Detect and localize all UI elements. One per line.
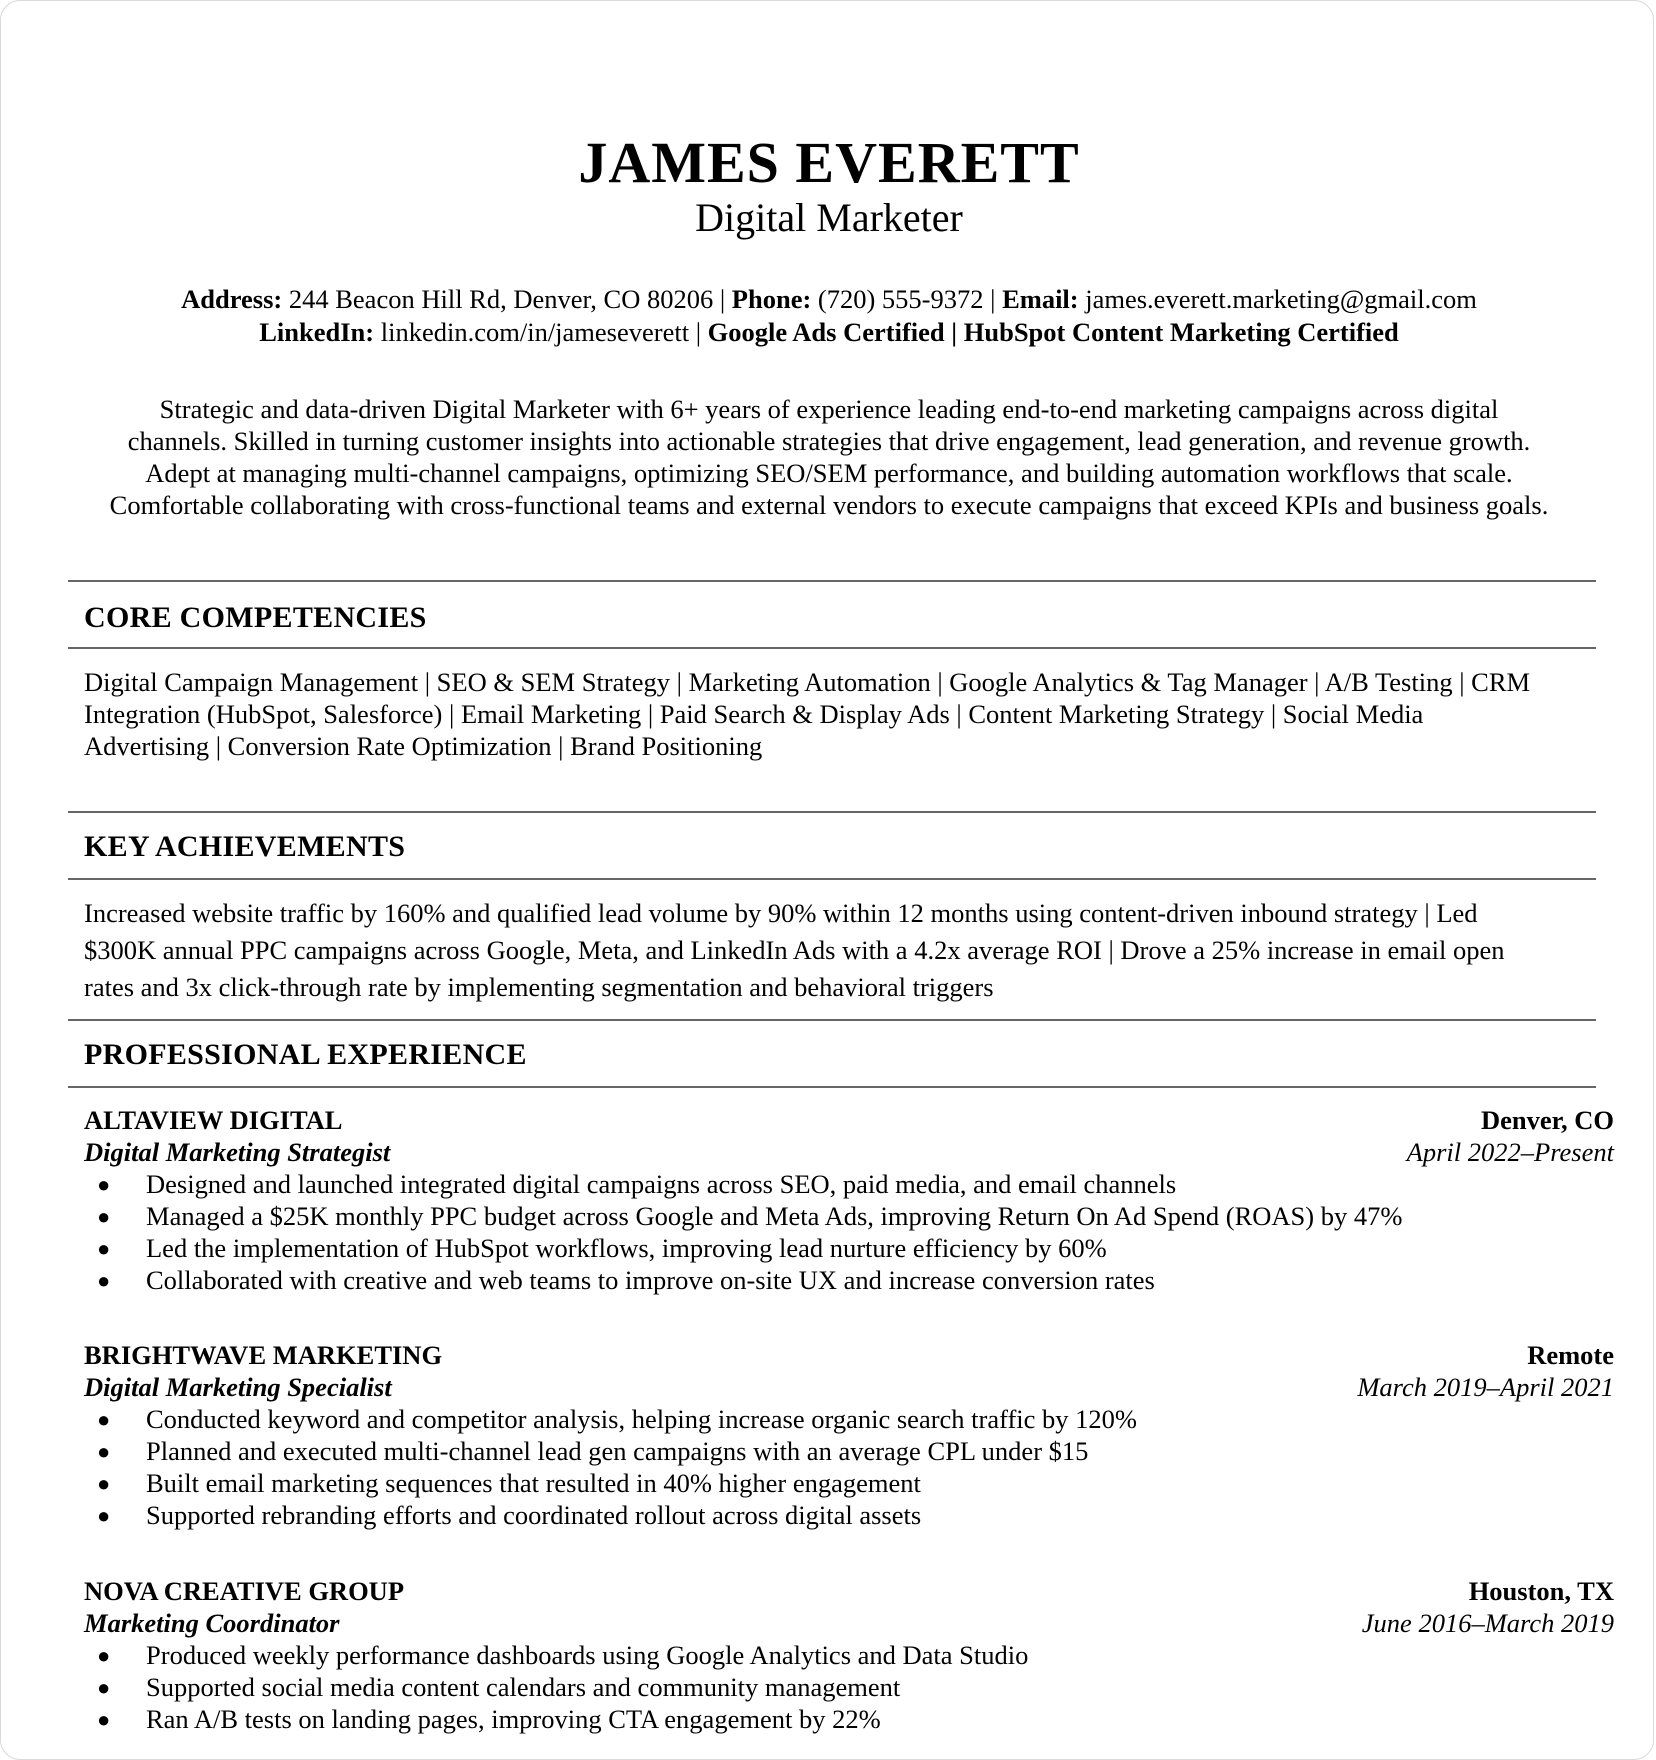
bullet-icon: ● — [97, 1439, 111, 1464]
list-item — [84, 1671, 1614, 1703]
bullet-text: Supported social media content calendars and community management — [146, 1672, 901, 1702]
job-entry — [84, 1104, 1614, 1296]
summary-line: channels. Skilled in turning customer insights into actionable strategies that drive engagement, lead generation, and revenue growth. — [127, 426, 1531, 456]
competencies-text — [84, 666, 1604, 762]
contact-line-2 — [1, 316, 1656, 349]
bullet-text: Led the implementation of HubSpot workflows, improving lead nurture efficiency by 60% — [146, 1233, 1107, 1263]
list-item — [84, 1499, 1614, 1531]
contact-info — [1, 283, 1656, 349]
candidate-name: JAMES EVERETT — [578, 130, 1080, 195]
job-role: Digital Marketing Specialist — [84, 1372, 392, 1402]
bullet-icon: ● — [97, 1471, 111, 1496]
achievements-text — [84, 895, 1604, 1006]
list-item — [84, 1200, 1614, 1232]
linkedin-label: LinkedIn: — [259, 317, 375, 347]
email-label: Email: — [1002, 284, 1079, 314]
achievements-line: rates and 3x click-through rate by implementing segmentation and behavioral triggers — [84, 972, 994, 1002]
section-divider — [68, 580, 1596, 582]
bullet-icon: ● — [97, 1643, 111, 1668]
company-name: ALTAVIEW DIGITAL — [84, 1105, 343, 1135]
company-name: BRIGHTWAVE MARKETING — [84, 1340, 443, 1370]
job-dates: March 2019–April 2021 — [1357, 1372, 1614, 1402]
professional-summary — [61, 393, 1597, 521]
section-divider — [68, 878, 1596, 880]
list-item — [84, 1403, 1614, 1435]
job-bullets — [84, 1639, 1614, 1735]
bullet-icon: ● — [97, 1236, 111, 1261]
job-bullets — [84, 1403, 1614, 1531]
job-location: Remote — [1527, 1340, 1614, 1370]
bullet-text: Produced weekly performance dashboards using Google Analytics and Data Studio — [146, 1640, 1029, 1670]
phone-value: (720) 555-9372 | — [811, 284, 1003, 314]
bullet-text: Planned and executed multi-channel lead gen campaigns with an average CPL under $15 — [146, 1436, 1089, 1466]
bullet-text: Built email marketing sequences that resulted in 40% higher engagement — [146, 1468, 921, 1498]
job-location: Denver, CO — [1481, 1105, 1614, 1135]
phone-label: Phone: — [731, 284, 812, 314]
email-value: james.everett.marketing@gmail.com — [1078, 284, 1477, 314]
list-item — [84, 1639, 1614, 1671]
bullet-icon: ● — [97, 1707, 111, 1732]
job-role: Digital Marketing Strategist — [84, 1137, 391, 1167]
competencies-line: Integration (HubSpot, Salesforce) | Email Marketing | Paid Search & Display Ads | Content Marketing Strategy | Social Media — [84, 699, 1424, 729]
list-item — [84, 1264, 1614, 1296]
address-label: Address: — [181, 284, 283, 314]
bullet-icon: ● — [97, 1172, 111, 1197]
section-divider — [68, 1019, 1596, 1021]
competencies-line: Advertising | Conversion Rate Optimization | Brand Positioning — [84, 731, 763, 761]
achievements-line: Increased website traffic by 160% and qualified lead volume by 90% within 12 months using content-driven inbound strategy | Led — [84, 898, 1478, 928]
section-divider — [68, 811, 1596, 813]
candidate-title: Digital Marketer — [695, 195, 963, 240]
achievements-line: $300K annual PPC campaigns across Google, Meta, and LinkedIn Ads with a 4.2x average ROI | Drove a 25% increase in email open — [84, 935, 1505, 965]
bullet-text: Collaborated with creative and web teams to improve on-site UX and increase conversion rates — [146, 1265, 1155, 1295]
summary-line: Strategic and data-driven Digital Marketer with 6+ years of experience leading end-to-end marketing campaigns across digital — [159, 394, 1499, 424]
bullet-text: Managed a $25K monthly PPC budget across Google and Meta Ads, improving Return On Ad Spend (ROAS) by 47% — [146, 1201, 1403, 1231]
job-dates: June 2016–March 2019 — [1361, 1608, 1614, 1638]
contact-line-1 — [1, 283, 1656, 316]
job-entry — [84, 1339, 1614, 1531]
bullet-icon: ● — [97, 1204, 111, 1229]
bullet-text: Conducted keyword and competitor analysis, helping increase organic search traffic by 120% — [146, 1404, 1137, 1434]
address-value: 244 Beacon Hill Rd, Denver, CO 80206 | — [282, 284, 732, 314]
job-bullets — [84, 1168, 1614, 1296]
job-entry — [84, 1575, 1614, 1735]
list-item — [84, 1467, 1614, 1499]
job-role: Marketing Coordinator — [84, 1608, 340, 1638]
list-item — [84, 1703, 1614, 1735]
section-divider — [68, 1086, 1596, 1088]
list-item — [84, 1168, 1614, 1200]
bullet-text: Designed and launched integrated digital campaigns across SEO, paid media, and email channels — [146, 1169, 1177, 1199]
section-divider — [68, 647, 1596, 649]
job-dates: April 2022–Present — [1406, 1137, 1614, 1167]
bullet-icon: ● — [97, 1503, 111, 1528]
experience-heading: PROFESSIONAL EXPERIENCE — [84, 1038, 527, 1071]
bullet-icon: ● — [97, 1675, 111, 1700]
job-location: Houston, TX — [1468, 1576, 1614, 1606]
bullet-text: Ran A/B tests on landing pages, improving CTA engagement by 22% — [146, 1704, 881, 1734]
bullet-icon: ● — [97, 1268, 111, 1293]
linkedin-value: linkedin.com/in/jameseverett | — [374, 317, 708, 347]
list-item — [84, 1232, 1614, 1264]
summary-line: Comfortable collaborating with cross-functional teams and external vendors to execute campaigns that exceed KPIs and business goals. — [109, 490, 1549, 520]
certifications: Google Ads Certified | HubSpot Content Marketing Certified — [707, 317, 1399, 347]
summary-line: Adept at managing multi-channel campaigns, optimizing SEO/SEM performance, and building automation workflows that scale. — [145, 458, 1513, 488]
competencies-line: Digital Campaign Management | SEO & SEM Strategy | Marketing Automation | Google Analytics & Tag Manager | A/B Testing | CRM — [84, 667, 1531, 697]
company-name: NOVA CREATIVE GROUP — [84, 1576, 405, 1606]
bullet-icon: ● — [97, 1407, 111, 1432]
competencies-heading: CORE COMPETENCIES — [84, 601, 427, 634]
list-item — [84, 1435, 1614, 1467]
achievements-heading: KEY ACHIEVEMENTS — [84, 830, 406, 863]
bullet-text: Supported rebranding efforts and coordinated rollout across digital assets — [146, 1500, 922, 1530]
